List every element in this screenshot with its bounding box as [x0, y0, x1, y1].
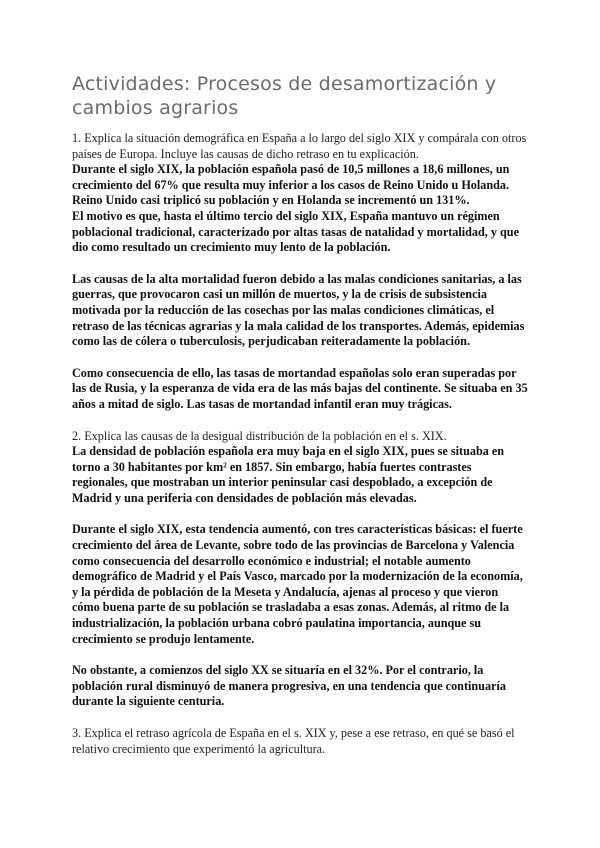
answer-1-paragraph-1: Durante el siglo XIX, la población española pasó de 10,5 millones a 18,6 millones, un crecimiento del 67% que resulta muy inferior a los casos de Reino Unido u Holanda. Reino Unido casi triplicó su población y en Holanda se incrementó un 131%. — [72, 162, 510, 208]
answer-2-paragraph-2: Durante el siglo XIX, esta tendencia aumentó, con tres características básicas: el fuerte crecimiento del área de Levante, sobre todo de las provincias de Barcelona y Valencia como consecuencia del desarrollo económico e industrial; el notable aumento demográfico de Madrid y el País Vasco, marcado por la modernización de la economía, y la pérdida de población de la Meseta y Andalucía, ajenas al proceso y que vieron cómo buena parte de su población se trasladaba a esas zonas. Además, al ritmo de la industrialización, la población urbana cobró paulatina importancia, aunque su crecimiento se produjo lentamente. — [72, 522, 523, 646]
spacer — [72, 710, 528, 726]
spacer — [72, 647, 528, 663]
question-2: 2. Explica las causas de la desigual distribución de la población en el s. XIX. — [72, 428, 447, 443]
question-1: 1. Explica la situación demográfica en España a lo largo del siglo XIX y compárala con otros países de Europa. Incluye las causas de dicho retraso en tu explicación. — [72, 131, 527, 161]
answer-2-paragraph-1: La densidad de población española era muy baja en el siglo XIX, pues se situaba en torno a 30 habitantes por km² en 1857. Sin embargo, había fuertes contrastes regionales, que mostraban un interior peninsular casi despoblado, a excepción de Madrid y una periferia con densidades de población más elevadas. — [72, 444, 505, 505]
answer-1-paragraph-2: El motivo es que, hasta el último tercio del siglo XIX, España mantuvo un régimen poblacional tradicional, caracterizado por altas tasas de natalidad y mortalidad, y que dio como resultado un crecimiento muy lento de la población. — [72, 208, 519, 255]
spacer — [72, 413, 528, 429]
answer-2-paragraph-3: No obstante, a comienzos del siglo XX se situaría en el 32%. Por el contrario, la población rural disminuyó de manera progresiva, en una tendencia que continuaría durante la siguiente centuria. — [72, 663, 506, 709]
spacer — [72, 256, 528, 272]
spacer — [72, 350, 528, 366]
document-title: Actividades: Procesos de desamortización y cambios agrarios — [72, 73, 497, 119]
question-3: 3. Explica el retraso agrícola de España en el s. XIX y, pese a ese retraso, en qué se basó el relativo crecimiento que experimentó la agricultura. — [72, 726, 515, 756]
spacer — [72, 506, 528, 522]
answer-1-paragraph-4: Como consecuencia de ello, las tasas de mortandad españolas solo eran superadas por las de Rusia, y la esperanza de vida era de las más bajas del continente. Se situaba en 35 años a mitad de siglo. Las tasas de mortandad infantil eran muy trágicas. — [72, 365, 528, 411]
answer-1-paragraph-3: Las causas de la alta mortalidad fueron debido a las malas condiciones sanitarias, a las guerras, que provocaron casi un millón de muertos, y la de crisis de subsistencia motivada por la reducción de las cosechas por las malas condiciones climáticas, el retraso de las técnicas agrarias y la mala calidad de los transportes. Además, epidemias como las de cólera o tuberculosis, perjudicaban reiteradamente la población. — [72, 271, 525, 349]
